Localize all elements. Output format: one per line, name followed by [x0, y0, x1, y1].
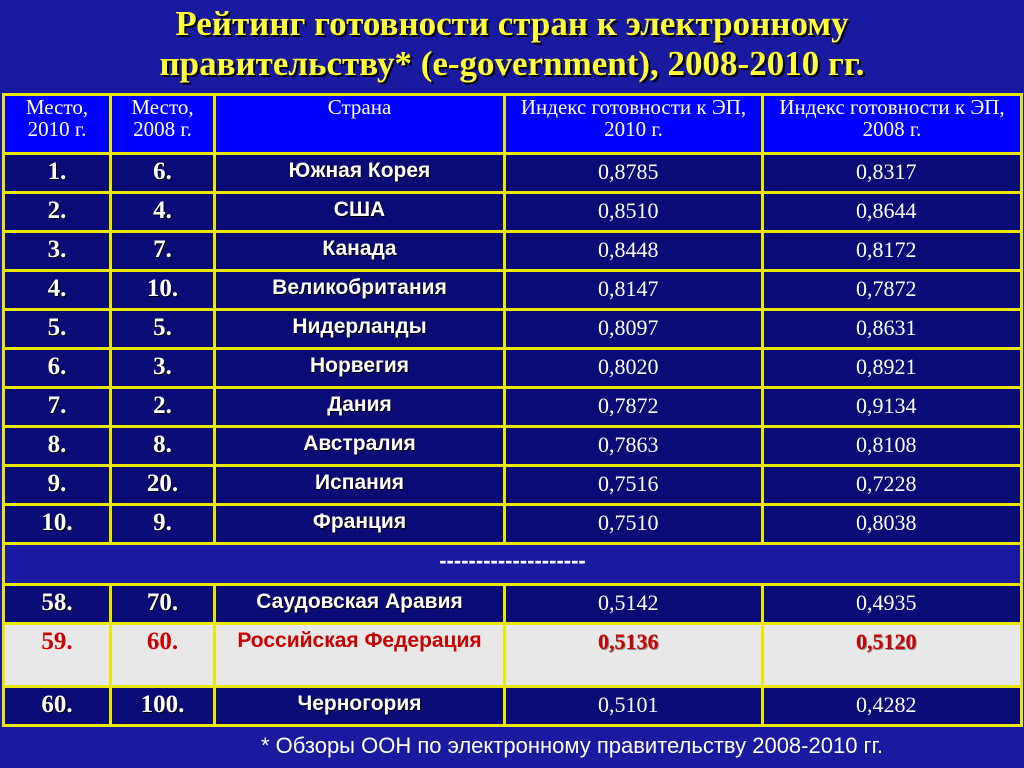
- header-place-2008: Место, 2008 г.: [111, 95, 215, 154]
- cell-country: Австралия: [215, 427, 505, 466]
- cell-index-2008: 0,8631: [763, 310, 1022, 349]
- cell-index-2010: 0,8020: [505, 349, 763, 388]
- table-row: [4, 388, 1022, 427]
- cell-country: Черногория: [215, 687, 505, 726]
- cell-index-2010: 0,5142: [505, 585, 763, 624]
- cell-place-2008: 2.: [111, 388, 215, 427]
- cell-index-2010: 0,7863: [505, 427, 763, 466]
- rating-table: [2, 93, 1023, 727]
- cell-index-2010: 0,5136: [505, 624, 763, 687]
- cell-index-2010: 0,7516: [505, 466, 763, 505]
- cell-place-2010: 4.: [4, 271, 111, 310]
- cell-country: Великобритания: [215, 271, 505, 310]
- cell-place-2008: 4.: [111, 193, 215, 232]
- slide-title: [0, 4, 1024, 84]
- cell-place-2010: 10.: [4, 505, 111, 544]
- cell-index-2008: 0,8108: [763, 427, 1022, 466]
- table-row: [4, 271, 1022, 310]
- table-row: [4, 687, 1022, 726]
- table-row: [4, 466, 1022, 505]
- cell-place-2008: 20.: [111, 466, 215, 505]
- cell-index-2008: 0,7228: [763, 466, 1022, 505]
- cell-country: Нидерланды: [215, 310, 505, 349]
- cell-place-2010: 59.: [4, 624, 111, 687]
- table-row-highlighted-russia: [4, 624, 1022, 687]
- cell-index-2008: 0,8172: [763, 232, 1022, 271]
- table-row: [4, 310, 1022, 349]
- cell-place-2010: 2.: [4, 193, 111, 232]
- table-row: [4, 505, 1022, 544]
- cell-place-2008: 5.: [111, 310, 215, 349]
- cell-index-2008: 0,5120: [763, 624, 1022, 687]
- cell-index-2008: 0,7872: [763, 271, 1022, 310]
- cell-place-2010: 7.: [4, 388, 111, 427]
- cell-country: Испания: [215, 466, 505, 505]
- cell-index-2008: 0,8644: [763, 193, 1022, 232]
- header-index-2010: Индекс готовности к ЭП, 2010 г.: [505, 95, 763, 154]
- cell-index-2010: 0,8097: [505, 310, 763, 349]
- table-row: [4, 427, 1022, 466]
- cell-index-2010: 0,8448: [505, 232, 763, 271]
- cell-place-2008: 70.: [111, 585, 215, 624]
- title-line-2: правительству* (e-government), 2008-2010 гг.: [159, 44, 865, 83]
- header-place-2010: Место, 2010 г.: [4, 95, 111, 154]
- cell-index-2008: 0,8317: [763, 154, 1022, 193]
- cell-index-2010: 0,5101: [505, 687, 763, 726]
- cell-place-2008: 3.: [111, 349, 215, 388]
- table-row: [4, 585, 1022, 624]
- cell-place-2010: 1.: [4, 154, 111, 193]
- cell-index-2010: 0,8510: [505, 193, 763, 232]
- cell-country: Российская Федерация: [215, 624, 505, 687]
- cell-country: Южная Корея: [215, 154, 505, 193]
- cell-place-2010: 58.: [4, 585, 111, 624]
- table-row: [4, 154, 1022, 193]
- title-line-1: Рейтинг готовности стран к электронному: [175, 4, 849, 43]
- cell-place-2010: 5.: [4, 310, 111, 349]
- cell-country: Франция: [215, 505, 505, 544]
- cell-place-2010: 3.: [4, 232, 111, 271]
- table-row: [4, 193, 1022, 232]
- cell-country: Саудовская Аравия: [215, 585, 505, 624]
- cell-index-2008: 0,8038: [763, 505, 1022, 544]
- header-country: Страна: [215, 95, 505, 154]
- cell-country: Канада: [215, 232, 505, 271]
- cell-index-2010: 0,7872: [505, 388, 763, 427]
- cell-index-2008: 0,9134: [763, 388, 1022, 427]
- separator-dashes: --------------------: [4, 544, 1022, 585]
- cell-index-2008: 0,4935: [763, 585, 1022, 624]
- cell-place-2008: 7.: [111, 232, 215, 271]
- cell-index-2008: 0,4282: [763, 687, 1022, 726]
- cell-country: Норвегия: [215, 349, 505, 388]
- header-index-2008: Индекс готовности к ЭП, 2008 г.: [763, 95, 1022, 154]
- table-separator-row: [4, 544, 1022, 585]
- cell-country: Дания: [215, 388, 505, 427]
- cell-index-2010: 0,8785: [505, 154, 763, 193]
- cell-place-2008: 60.: [111, 624, 215, 687]
- cell-index-2008: 0,8921: [763, 349, 1022, 388]
- footnote: * Обзоры ООН по электронному правительству 2008-2010 гг.: [260, 733, 884, 758]
- table-row: [4, 349, 1022, 388]
- cell-index-2010: 0,7510: [505, 505, 763, 544]
- cell-place-2008: 10.: [111, 271, 215, 310]
- cell-country: США: [215, 193, 505, 232]
- cell-place-2008: 100.: [111, 687, 215, 726]
- cell-index-2010: 0,8147: [505, 271, 763, 310]
- table-row: [4, 232, 1022, 271]
- cell-place-2008: 6.: [111, 154, 215, 193]
- cell-place-2010: 60.: [4, 687, 111, 726]
- cell-place-2008: 9.: [111, 505, 215, 544]
- cell-place-2010: 9.: [4, 466, 111, 505]
- cell-place-2008: 8.: [111, 427, 215, 466]
- table-header-row: [4, 95, 1022, 154]
- cell-place-2010: 6.: [4, 349, 111, 388]
- cell-place-2010: 8.: [4, 427, 111, 466]
